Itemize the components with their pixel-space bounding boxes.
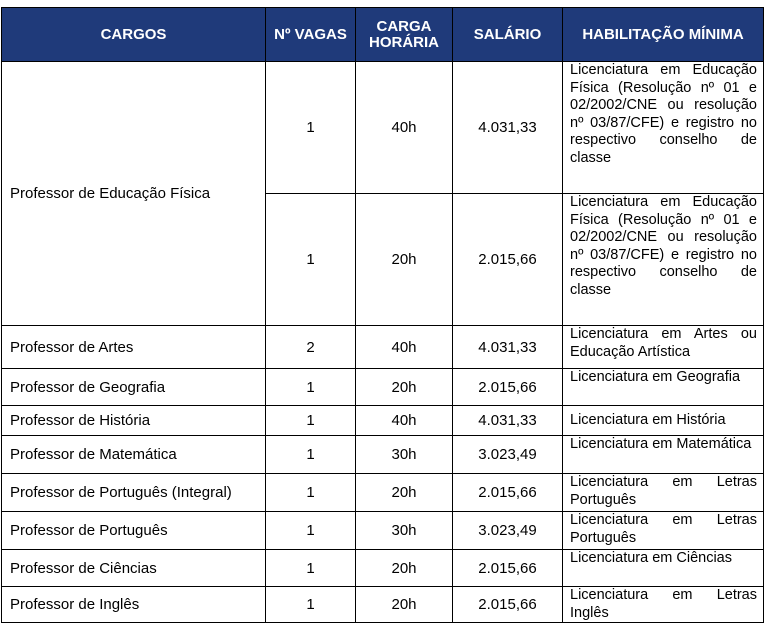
carga-cell: 30h	[356, 512, 453, 550]
habilitacao-cell: Licenciatura em Matemática	[563, 436, 764, 474]
habilitacao-cell: Licenciatura em Letras Inglês	[563, 587, 764, 623]
vagas-cell: 1	[266, 512, 356, 550]
carga-cell: 40h	[356, 62, 453, 194]
habilitacao-cell: Licenciatura em Artes ou Educação Artística	[563, 326, 764, 369]
salario-cell: 3.023,49	[453, 512, 563, 550]
carga-cell: 40h	[356, 326, 453, 369]
salario-cell: 2.015,66	[453, 550, 563, 587]
vagas-cell: 2	[266, 326, 356, 369]
vagas-cell: 1	[266, 369, 356, 406]
table-row	[2, 512, 764, 550]
salario-cell: 4.031,33	[453, 62, 563, 194]
carga-cell: 20h	[356, 474, 453, 512]
vagas-cell: 1	[266, 62, 356, 194]
vagas-cell: 1	[266, 406, 356, 436]
habilitacao-cell: Licenciatura em Letras Português	[563, 474, 764, 512]
cargo-cell: Professor de Português (Integral)	[2, 474, 266, 512]
header-carga-horaria: CARGA HORÁRIA	[356, 8, 453, 62]
habilitacao-cell: Licenciatura em Ciências	[563, 550, 764, 587]
habilitacao-cell: Licenciatura em Geografia	[563, 369, 764, 406]
table-row	[2, 436, 764, 474]
salario-cell: 2.015,66	[453, 194, 563, 326]
carga-cell: 20h	[356, 550, 453, 587]
table-row	[2, 406, 764, 436]
table-header-row	[2, 8, 764, 62]
cargo-cell: Professor de Português	[2, 512, 266, 550]
cargo-cell: Professor de Geografia	[2, 369, 266, 406]
table-row	[2, 474, 764, 512]
carga-cell: 20h	[356, 369, 453, 406]
carga-cell: 20h	[356, 587, 453, 623]
table-row	[2, 62, 764, 194]
header-habilitacao: HABILITAÇÃO MÍNIMA	[563, 8, 764, 62]
table-row	[2, 587, 764, 623]
vagas-cell: 1	[266, 587, 356, 623]
habilitacao-cell: Licenciatura em Educação Física (Resolução nº 01 e 02/2002/CNE ou resolução nº 03/87/CFE) e registro no respectivo conselho de classe	[563, 62, 764, 194]
habilitacao-cell: Licenciatura em Educação Física (Resolução nº 01 e 02/2002/CNE ou resolução nº 03/87/CFE) e registro no respectivo conselho de classe	[563, 194, 764, 326]
cargo-cell: Professor de Educação Física	[2, 62, 266, 326]
table-row	[2, 369, 764, 406]
cargo-cell: Professor de Artes	[2, 326, 266, 369]
header-salario: SALÁRIO	[453, 8, 563, 62]
carga-cell: 30h	[356, 436, 453, 474]
salario-cell: 4.031,33	[453, 326, 563, 369]
salario-cell: 3.023,49	[453, 436, 563, 474]
cargo-cell: Professor de Matemática	[2, 436, 266, 474]
salario-cell: 2.015,66	[453, 587, 563, 623]
vagas-cell: 1	[266, 436, 356, 474]
salario-cell: 2.015,66	[453, 369, 563, 406]
cargo-cell: Professor de Ciências	[2, 550, 266, 587]
carga-cell: 20h	[356, 194, 453, 326]
vagas-cell: 1	[266, 474, 356, 512]
vagas-cell: 1	[266, 550, 356, 587]
vagas-cell: 1	[266, 194, 356, 326]
cargo-cell: Professor de História	[2, 406, 266, 436]
habilitacao-cell: Licenciatura em História	[563, 406, 764, 436]
table-row	[2, 550, 764, 587]
carga-cell: 40h	[356, 406, 453, 436]
header-vagas: Nº VAGAS	[266, 8, 356, 62]
salario-cell: 2.015,66	[453, 474, 563, 512]
habilitacao-cell: Licenciatura em Letras Português	[563, 512, 764, 550]
cargo-cell: Professor de Inglês	[2, 587, 266, 623]
salario-cell: 4.031,33	[453, 406, 563, 436]
vagas-table	[1, 7, 764, 623]
header-cargos: CARGOS	[2, 8, 266, 62]
table-row	[2, 326, 764, 369]
